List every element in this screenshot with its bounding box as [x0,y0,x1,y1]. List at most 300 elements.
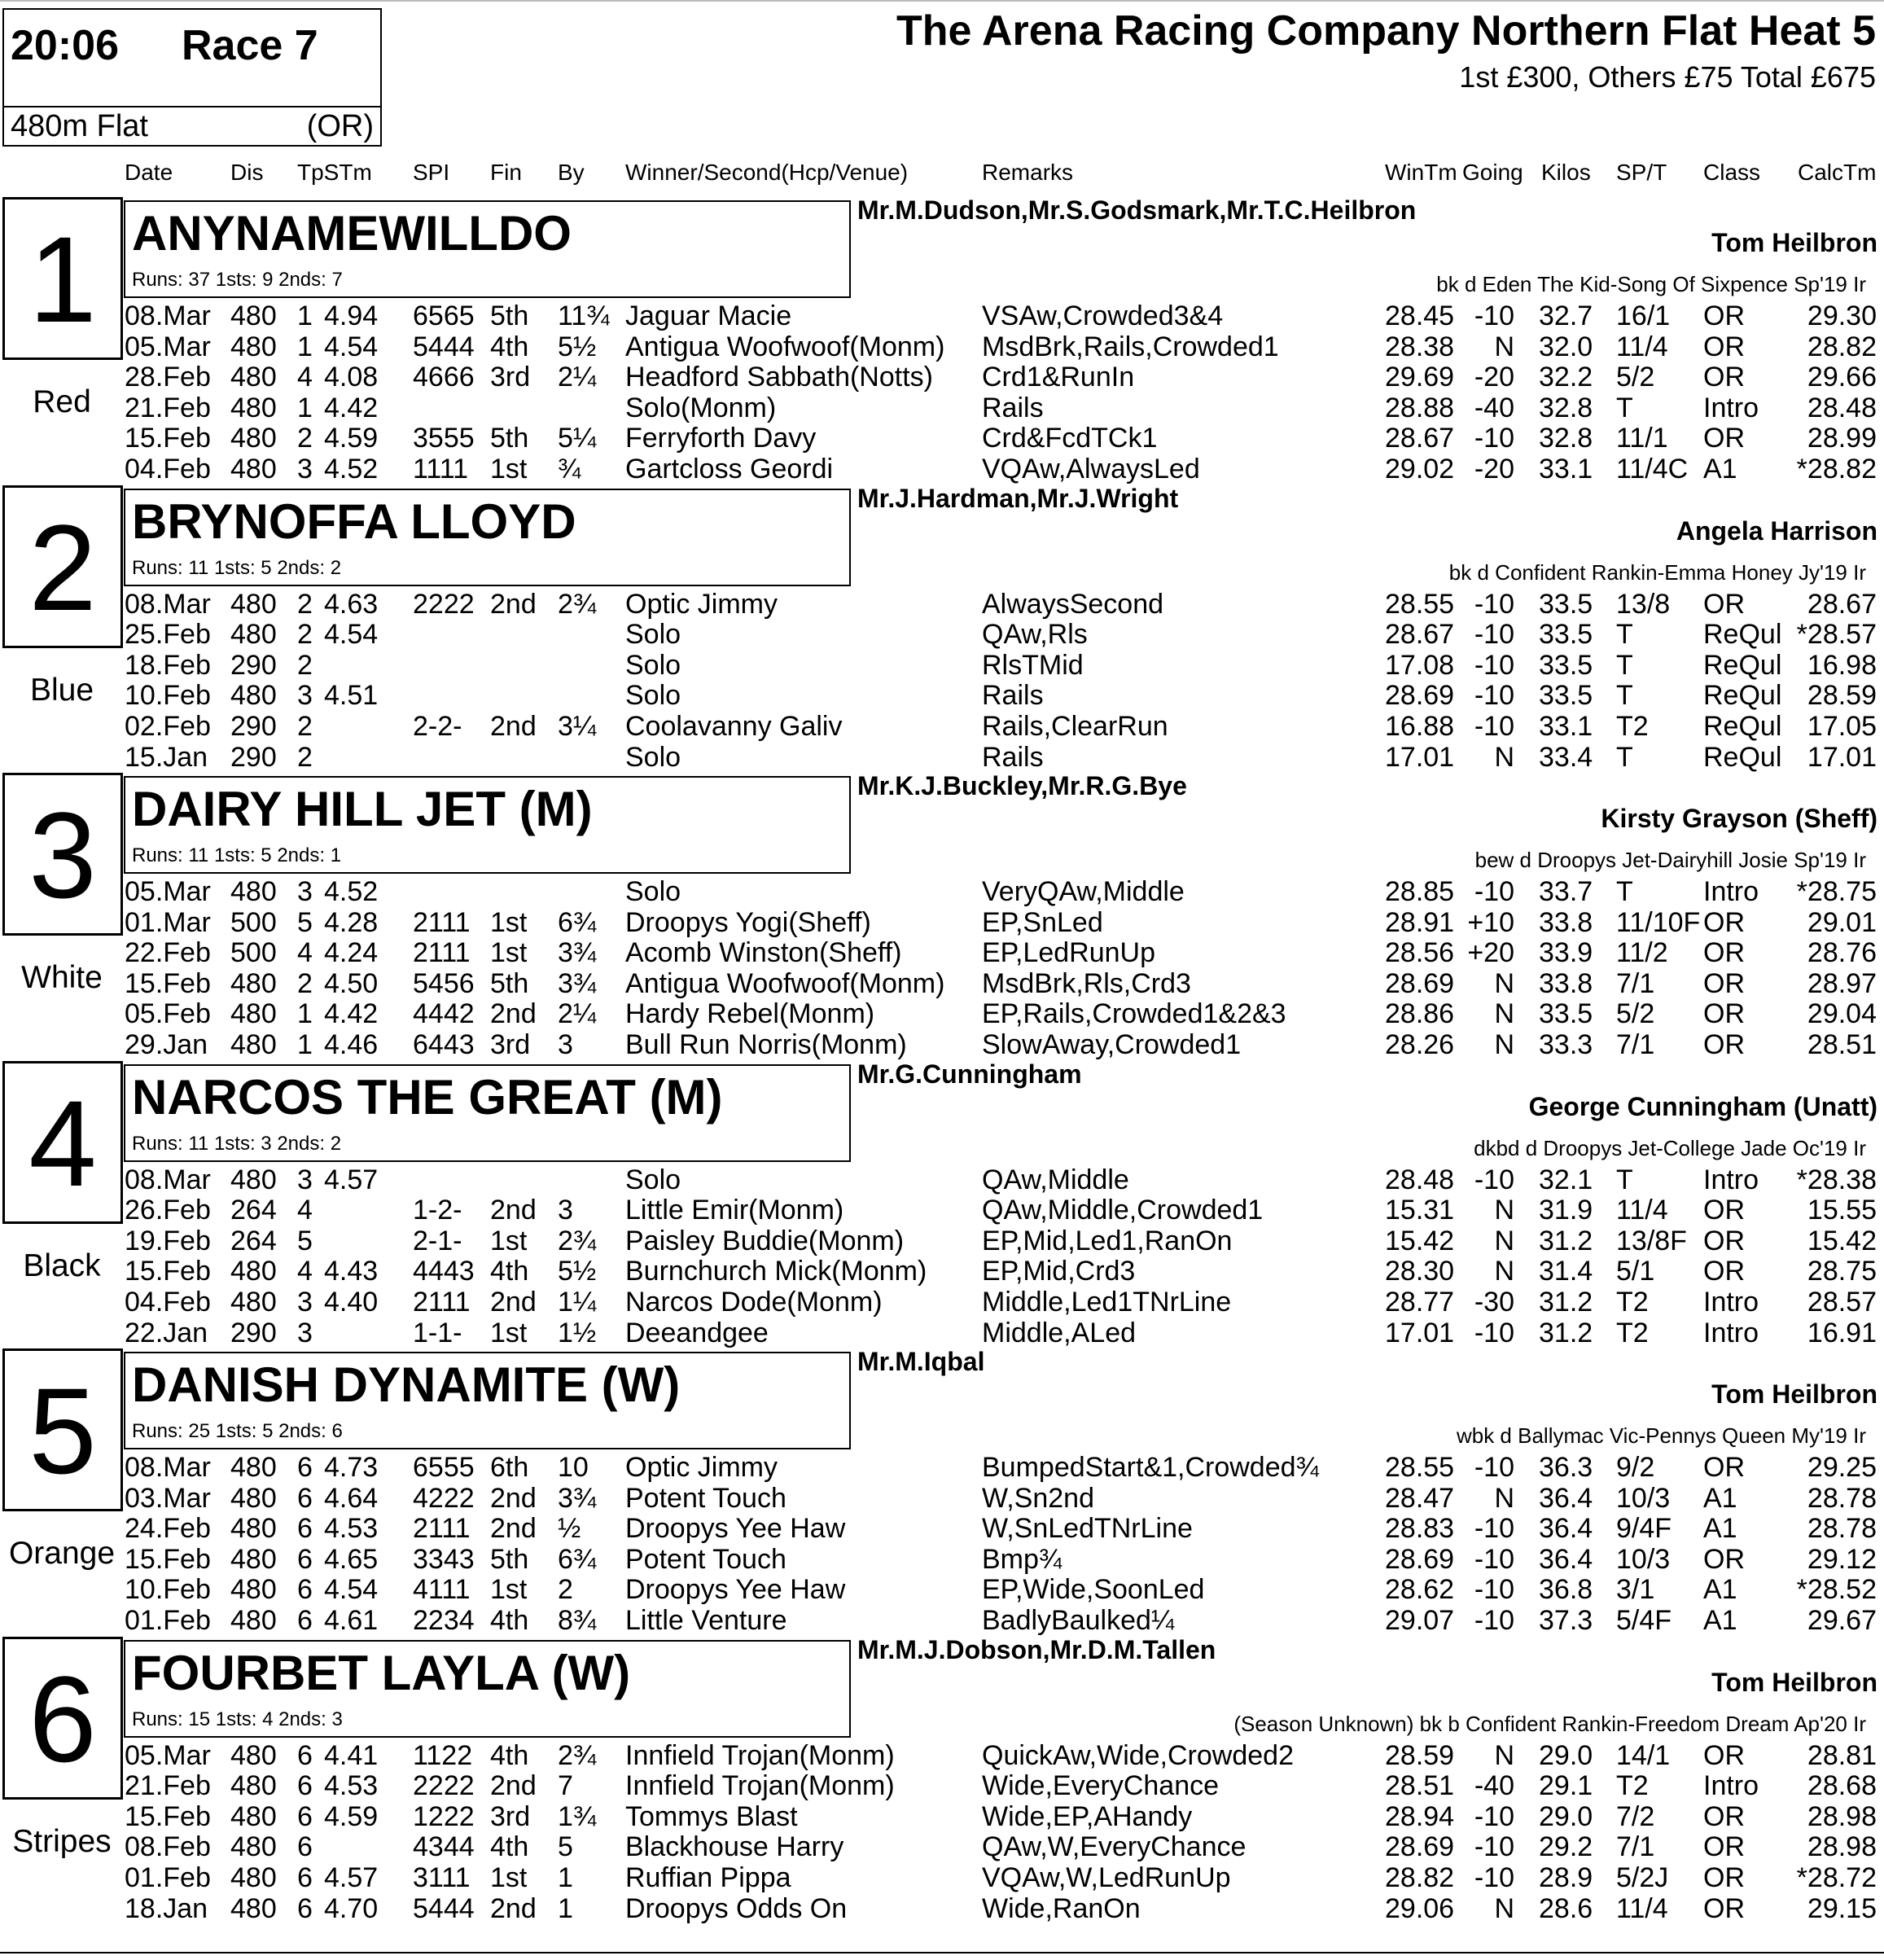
form-cell-sectional: 6443 [413,1029,475,1060]
form-cell-remarks: W,SnLedTNrLine [982,1513,1193,1545]
form-cell-spt: 10/3 [1616,1543,1671,1575]
form-cell-trap: 3 [297,454,313,485]
form-cell-going: -10 [1474,649,1514,681]
form-cell-going: -40 [1474,1770,1514,1802]
form-cell-split: 4.53 [324,1513,379,1545]
form-cell-kilos: 31.2 [1539,1317,1593,1348]
form-cell-remarks: EP,Mid,Crd3 [982,1256,1136,1287]
runner-breeding: bk d Eden The Kid-Song Of Sixpence Sp'19 Ir [1436,272,1866,296]
form-cell-by: 6¾ [558,1543,597,1575]
form-cell-spt: T [1616,619,1633,651]
form-cell-fin: 4th [490,331,529,362]
form-cell-kilos: 29.2 [1539,1831,1593,1863]
form-cell-wintm: 28.59 [1385,1739,1455,1771]
form-cell-split: 4.65 [324,1543,379,1575]
form-cell-spt: 11/10F [1616,906,1701,938]
form-cell-by: 1¼ [558,1286,597,1318]
form-cell-by: 1½ [558,1317,597,1348]
form-cell-kilos: 33.1 [1539,454,1593,485]
form-cell-sectional: 3111 [413,1861,471,1893]
form-cell-by: 3¾ [558,967,597,999]
form-cell-dis: 480 [230,300,277,331]
form-cell-remarks: MsdBrk,Rls,Crd3 [982,967,1191,999]
form-cell-sectional: 4111 [413,1574,471,1606]
form-cell-date: 15.Feb [125,423,211,454]
form-cell-remarks: EP,Rails,Crowded1&2&3 [982,998,1286,1030]
form-cell-going: +10 [1467,906,1514,938]
form-cell-fin: 1st [490,1861,528,1893]
runner-stats: Runs: 11 1sts: 5 2nds: 1 [132,844,342,866]
form-cell-trap: 3 [297,680,313,712]
form-cell-calctm: *28.38 [1796,1164,1877,1195]
form-cell-winner: Droopys Odds On [625,1892,848,1924]
runner-owners: Mr.G.Cunningham [857,1059,1082,1089]
form-cell-split: 4.24 [324,937,379,969]
form-cell-by [558,680,615,711]
form-cell-going: N [1494,1739,1514,1771]
form-cell-class: OR [1703,937,1745,969]
form-cell-fin: 5th [490,1543,529,1575]
form-cell-sectional [413,619,478,650]
form-cell-fin: 1st [490,906,528,938]
form-cell-winner: Solo [625,680,681,712]
form-cell-fin: 3rd [490,362,531,393]
form-cell-spt: 11/4 [1616,1195,1668,1226]
form-cell-kilos: 37.3 [1539,1605,1593,1636]
form-cell-calctm: 16.98 [1807,649,1877,681]
runner-owners: Mr.M.J.Dobson,Mr.D.M.Tallen [857,1634,1216,1664]
form-cell-wintm: 17.01 [1385,741,1455,773]
form-cell-winner: Solo [625,741,681,773]
form-cell-kilos: 36.8 [1539,1574,1593,1606]
form-cell-calctm: 28.59 [1807,680,1877,712]
race-number: Race 7 [182,22,318,69]
runner-owners: Mr.M.Iqbal [857,1347,985,1376]
form-cell-date: 08.Feb [125,1831,211,1863]
runner-name-box [124,1064,851,1162]
form-cell-trap: 2 [297,649,313,681]
form-cell-winner: Antigua Woofwoof(Monm) [625,967,945,999]
form-cell-kilos: 29.0 [1539,1739,1593,1771]
form-cell-wintm: 28.86 [1385,998,1455,1030]
runner-breeding: (Season Unknown) bk b Confident Rankin-Freedom Dream Ap'20 Ir [1233,1711,1866,1736]
form-cell-by: 2¾ [558,1739,597,1771]
form-cell-by: 1 [558,1892,573,1924]
form-cell-remarks: EP,Mid,Led1,RanOn [982,1225,1233,1256]
form-cell-fin: 1st [490,937,528,969]
form-cell-spt: T [1616,680,1633,712]
form-cell-going: N [1494,1195,1514,1226]
form-cell-wintm: 28.26 [1385,1029,1455,1060]
form-cell-split: 4.54 [324,331,379,362]
form-cell-remarks: Middle,Led1TNrLine [982,1286,1232,1318]
form-cell-split [324,1318,381,1348]
form-cell-remarks: W,Sn2nd [982,1482,1094,1514]
form-cell-trap: 2 [297,741,313,773]
form-cell-split: 4.40 [324,1286,379,1318]
form-cell-calctm: *28.57 [1796,619,1877,651]
form-cell-by: 2 [558,1574,573,1606]
form-cell-class: Intro [1703,1164,1759,1195]
form-cell-going: -10 [1474,1317,1514,1348]
form-cell-dis: 480 [230,967,277,999]
form-cell-fin: 2nd [490,998,537,1030]
form-cell-wintm: 17.08 [1385,649,1455,681]
form-cell-fin [490,876,555,907]
form-cell-going: N [1494,741,1514,773]
form-cell-calctm: *28.75 [1796,876,1877,907]
form-cell-spt: 9/4F [1616,1513,1672,1545]
form-cell-class: OR [1703,998,1745,1030]
form-cell-spt: 11/4C [1616,454,1689,485]
form-cell-wintm: 28.48 [1385,1164,1455,1195]
form-cell-going: N [1494,1482,1514,1514]
form-cell-fin: 4th [490,1605,529,1636]
form-cell-kilos: 33.9 [1539,937,1593,969]
form-cell-by: 3¾ [558,1482,597,1514]
form-cell-date: 15.Feb [125,1800,211,1832]
form-cell-spt: 14/1 [1616,1739,1671,1771]
form-cell-calctm: 28.51 [1807,1029,1877,1060]
form-cell-fin: 1st [490,1574,528,1606]
form-cell-trap: 2 [297,710,313,742]
form-cell-trap: 6 [297,1513,313,1545]
form-cell-spt: 10/3 [1616,1482,1671,1514]
runner-stats: Runs: 25 1sts: 5 2nds: 6 [132,1420,343,1442]
form-cell-calctm: 29.66 [1807,362,1877,393]
form-cell-date: 04.Feb [125,1286,211,1318]
col-header-by: By [558,160,585,185]
form-cell-class: Intro [1703,1317,1759,1348]
form-cell-wintm: 28.88 [1385,392,1455,423]
form-cell-remarks: Wide,EveryChance [982,1770,1220,1802]
form-cell-kilos: 31.9 [1539,1195,1593,1226]
form-cell-kilos: 33.5 [1539,998,1593,1030]
form-cell-class: OR [1703,588,1745,620]
form-cell-going: -20 [1474,454,1514,485]
form-cell-by: 1 [558,1861,573,1893]
form-cell-fin [490,650,555,681]
form-cell-remarks: Rails,ClearRun [982,710,1168,742]
form-cell-dis: 480 [230,1770,277,1802]
form-cell-split: 4.57 [324,1861,379,1893]
form-cell-winner: Deeandgee [625,1317,769,1348]
form-cell-kilos: 32.2 [1539,362,1593,393]
form-cell-calctm: 28.68 [1807,1770,1877,1802]
form-cell-sectional: 5456 [413,967,475,999]
form-cell-sectional: 4222 [413,1482,475,1514]
form-cell-going: -10 [1474,423,1514,454]
form-cell-calctm: 28.78 [1807,1482,1877,1514]
form-cell-trap: 5 [297,906,313,938]
form-cell-trap: 6 [297,1800,313,1832]
form-cell-going: N [1494,1892,1514,1924]
form-cell-class: A1 [1703,1482,1737,1514]
form-cell-wintm: 28.83 [1385,1513,1455,1545]
col-header-going: Going [1462,160,1523,185]
form-cell-winner: Solo [625,1164,681,1195]
form-cell-by: 5½ [558,331,597,362]
form-cell-dis: 480 [230,362,277,393]
form-cell-remarks: QAw,Rls [982,619,1088,651]
form-cell-wintm: 28.30 [1385,1256,1455,1287]
runner-breeding: bew d Droopys Jet-Dairyhill Josie Sp'19 Ir [1474,848,1866,872]
form-cell-going: N [1494,331,1514,362]
form-cell-remarks: VQAw,W,LedRunUp [982,1861,1231,1893]
form-cell-spt: 5/4F [1616,1605,1672,1636]
form-cell-remarks: VQAw,AlwaysLed [982,454,1200,485]
form-cell-split [324,1226,381,1256]
form-cell-split: 4.64 [324,1482,379,1514]
form-cell-by: 5 [558,1831,573,1863]
form-cell-trap: 6 [297,1452,313,1483]
form-cell-split: 4.59 [324,1800,379,1832]
form-cell-calctm: 28.78 [1807,1513,1877,1545]
form-cell-winner: Optic Jimmy [625,588,778,620]
form-cell-dis: 480 [230,1574,277,1606]
form-cell-date: 05.Mar [125,876,211,907]
form-cell-fin: 2nd [490,1286,537,1318]
form-cell-trap: 6 [297,1739,313,1771]
form-cell-winner: Tommys Blast [625,1800,798,1832]
form-cell-sectional: 2222 [413,1770,475,1802]
form-cell-remarks: EP,SnLed [982,906,1103,938]
runner-trainer: Kirsty Grayson (Sheff) [1601,804,1877,833]
form-cell-date: 22.Jan [125,1317,208,1348]
runner-stats: Runs: 11 1sts: 3 2nds: 2 [132,1132,342,1155]
runner-breeding: dkbd d Droopys Jet-College Jade Oc'19 Ir [1474,1135,1866,1160]
form-cell-by: 1¾ [558,1800,597,1832]
form-cell-date: 15.Feb [125,1256,211,1287]
form-cell-going: N [1494,1256,1514,1287]
form-cell-spt: 7/1 [1616,1831,1655,1863]
form-cell-going: N [1494,998,1514,1030]
form-cell-dis: 480 [230,423,277,454]
form-cell-calctm: *28.72 [1796,1861,1877,1893]
form-cell-sectional: 1222 [413,1800,475,1832]
form-cell-fin [490,680,555,711]
form-cell-remarks: Wide,EP,AHandy [982,1800,1193,1832]
form-cell-wintm: 28.56 [1385,937,1455,969]
runner-trainer: Tom Heilbron [1711,1379,1877,1409]
bottom-rule [0,1952,1884,1953]
trap-colour: Stripes [12,1823,112,1859]
form-cell-going: -10 [1474,1543,1514,1575]
form-cell-trap: 2 [297,967,313,999]
form-cell-winner: Burnchurch Mick(Monm) [625,1256,927,1287]
form-cell-class: OR [1703,423,1745,454]
race-prizes: 1st £300, Others £75 Total £675 [1459,60,1876,94]
form-cell-wintm: 28.91 [1385,906,1455,938]
form-cell-remarks: Rails [982,392,1044,423]
form-cell-winner: Innfield Trojan(Monm) [625,1739,895,1771]
form-cell-class: OR [1703,1831,1745,1863]
form-cell-trap: 1 [297,998,313,1030]
form-cell-spt: 11/1 [1616,423,1668,454]
trap-colour: Black [23,1247,101,1283]
form-cell-by [558,876,615,907]
form-cell-winner: Jaguar Macie [625,300,792,331]
form-cell-calctm: 28.98 [1807,1831,1877,1863]
form-cell-by: 3¼ [558,710,597,742]
runner-name-box [124,1352,851,1449]
form-cell-winner: Ferryforth Davy [625,423,817,454]
form-cell-sectional: 6555 [413,1452,475,1483]
form-cell-split [324,742,381,773]
runner-trainer: Tom Heilbron [1711,1667,1877,1697]
form-cell-kilos: 33.7 [1539,876,1593,907]
form-cell-split: 4.41 [324,1739,379,1771]
form-cell-split: 4.51 [324,680,379,712]
form-cell-sectional [413,1164,478,1195]
form-cell-winner: Blackhouse Harry [625,1831,844,1863]
form-cell-class: OR [1703,1739,1745,1771]
form-cell-calctm: 29.01 [1807,906,1877,938]
form-cell-date: 05.Mar [125,331,211,362]
col-header-fin: Fin [490,160,522,185]
form-cell-dis: 480 [230,1739,277,1771]
form-cell-sectional: 4442 [413,998,475,1030]
form-cell-remarks: QAw,Middle,Crowded1 [982,1195,1264,1226]
form-cell-sectional: 2111 [413,906,471,938]
form-cell-class: A1 [1703,1513,1737,1545]
form-cell-winner: Droopys Yee Haw [625,1513,846,1545]
form-cell-remarks: Rails [982,741,1044,773]
form-cell-trap: 6 [297,1892,313,1924]
runner-owners: Mr.J.Hardman,Mr.J.Wright [857,483,1179,513]
form-cell-sectional [413,392,478,423]
form-cell-fin: 4th [490,1256,529,1287]
form-cell-sectional [413,650,478,681]
trap-colour: White [21,960,103,995]
form-cell-fin: 2nd [490,1892,537,1924]
form-cell-fin: 6th [490,1452,529,1483]
runner-trainer: Angela Harrison [1676,515,1877,546]
form-cell-fin: 2nd [490,588,537,620]
form-cell-winner: Optic Jimmy [625,1452,778,1483]
form-cell-split: 4.42 [324,392,379,423]
form-cell-calctm: 29.04 [1807,998,1877,1030]
form-cell-date: 29.Jan [125,1029,208,1060]
form-cell-remarks: Middle,ALed [982,1317,1137,1348]
form-cell-wintm: 16.88 [1385,710,1455,742]
form-cell-going: -10 [1474,619,1514,651]
form-cell-sectional: 4443 [413,1256,475,1287]
form-cell-split: 4.54 [324,1574,379,1606]
form-cell-sectional: 4666 [413,362,475,393]
form-cell-trap: 6 [297,1605,313,1636]
form-cell-date: 08.Mar [125,588,211,620]
form-cell-dis: 480 [230,1861,277,1893]
form-cell-winner: Gartcloss Geordi [625,454,834,485]
form-cell-by: 2¾ [558,588,597,620]
form-cell-sectional: 1111 [413,454,469,485]
form-cell-going: -10 [1474,1574,1514,1606]
form-cell-date: 01.Feb [125,1861,211,1893]
form-cell-spt: T [1616,741,1633,773]
trap-number: 3 [2,773,123,936]
form-cell-date: 18.Feb [125,649,211,681]
form-cell-remarks: AlwaysSecond [982,588,1164,620]
form-cell-calctm: *28.52 [1796,1574,1877,1606]
form-cell-split: 4.63 [324,588,379,620]
form-cell-kilos: 33.4 [1539,741,1593,773]
form-cell-going: -10 [1474,1513,1514,1545]
form-cell-dis: 500 [230,906,277,938]
form-cell-winner: Solo [625,649,681,681]
col-header-spt: SP/T [1616,160,1667,185]
form-cell-spt: 11/4 [1616,1892,1668,1924]
form-cell-date: 18.Jan [125,1892,208,1924]
form-cell-kilos: 32.0 [1539,331,1593,362]
form-cell-spt: 13/8 [1616,588,1671,620]
form-cell-spt: 7/1 [1616,1029,1655,1060]
form-cell-dis: 480 [230,392,277,423]
form-cell-calctm: 28.48 [1807,392,1877,423]
form-cell-by: 3¾ [558,937,597,969]
form-cell-kilos: 29.1 [1539,1770,1593,1802]
form-cell-remarks: EP,LedRunUp [982,937,1155,969]
form-cell-calctm: 16.91 [1807,1317,1877,1348]
form-cell-by [558,1164,615,1195]
form-cell-going: -10 [1474,1831,1514,1863]
form-cell-date: 08.Mar [125,300,211,331]
form-cell-going: -10 [1474,680,1514,712]
form-cell-by: 2¼ [558,998,597,1030]
form-cell-fin: 2nd [490,1482,537,1514]
form-cell-date: 15.Feb [125,1543,211,1575]
form-cell-class: OR [1703,1029,1745,1060]
form-cell-winner: Potent Touch [625,1543,786,1575]
form-cell-dis: 480 [230,876,277,907]
form-cell-sectional: 5444 [413,1892,475,1924]
form-cell-fin [490,1164,555,1195]
form-cell-wintm: 28.38 [1385,331,1455,362]
form-cell-dis: 264 [230,1195,277,1226]
form-cell-winner: Droopys Yee Haw [625,1574,846,1606]
form-cell-spt: T [1616,1164,1633,1195]
form-cell-by: 2¾ [558,1225,597,1256]
form-cell-kilos: 33.5 [1539,680,1593,712]
form-cell-class: ReQul [1703,710,1782,742]
form-cell-remarks: Bmp¾ [982,1543,1062,1575]
form-cell-remarks: SlowAway,Crowded1 [982,1029,1242,1060]
form-cell-dis: 290 [230,741,277,773]
form-cell-sectional: 4344 [413,1831,475,1863]
form-cell-split: 4.28 [324,906,379,938]
form-cell-by: ¾ [558,454,581,485]
form-cell-fin [490,619,555,650]
col-header-kilos: Kilos [1541,160,1591,185]
form-cell-winner: Narcos Dode(Monm) [625,1286,883,1318]
form-cell-dis: 264 [230,1225,277,1256]
form-cell-sectional [413,680,478,711]
form-cell-trap: 1 [297,392,313,423]
form-cell-by: 5½ [558,1256,597,1287]
trap-colour: Red [33,384,91,419]
form-cell-date: 08.Mar [125,1452,211,1483]
trap-number: 6 [2,1637,123,1800]
form-cell-trap: 3 [297,1317,313,1348]
form-cell-spt: 3/1 [1616,1574,1655,1606]
form-cell-dis: 480 [230,1029,277,1060]
form-cell-remarks: Crd1&RunIn [982,362,1135,393]
form-cell-date: 10.Feb [125,680,211,712]
form-cell-date: 03.Mar [125,1482,211,1514]
form-cell-class: OR [1703,300,1745,331]
form-cell-going: -10 [1474,588,1514,620]
form-cell-kilos: 32.1 [1539,1164,1593,1195]
